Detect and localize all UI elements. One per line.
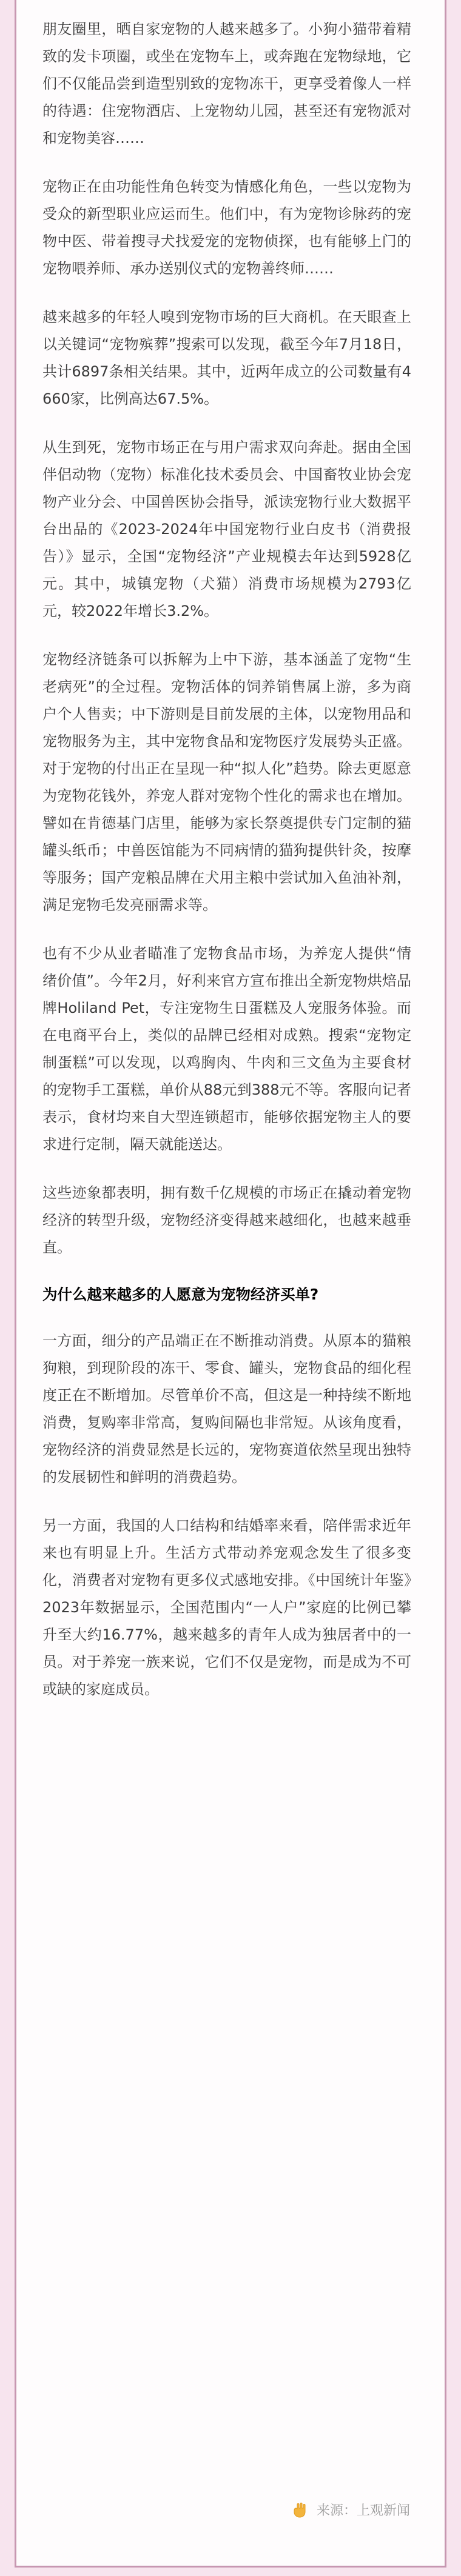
paragraph: 宠物经济链条可以拆解为上中下游，基本涵盖了宠物“生老病死”的全过程。宠物活体的饲养销售属上游，多为商户个人售卖；中下游则是目前发展的主体，以宠物用品和宠物服务为主，其中宠物食品和宠物医疗发展势头正盛。对于宠物的付出正在呈现一种“拟人化”趋势。除去更愿意为宠物花钱外，养宠人群对宠物个性化的需求也在增加。譬如在肯德基门店里，能够为家长祭奠提供专门定制的猫罐头纸币；中兽医馆能为不同病情的猫狗提供针灸，按摩等服务；国产宠粮品牌在犬用主粮中尝试加入鱼油补剂，满足宠物毛发亮丽需求等。 [42,651,411,913]
paragraph: 从生到死，宠物市场正在与用户需求双向奔赴。据由全国伴侣动物（宠物）标准化技术委员会、中国畜牧业协会宠物产业分会、中国兽医协会指导，派读宠物行业大数据平台出品的《2023-2024年中国宠物行业白皮书（消费报告）》显示，全国“宠物经济”产业规模去年达到5928亿元。其中，城镇宠物（犬猫）消费市场规模为2793亿元，较2022年增长3.2%。 [42,439,411,619]
paragraph: 朋友圈里，晒自家宠物的人越来越多了。小狗小猫带着精致的发卡项圈，或坐在宠物车上，或奔跑在宠物绿地，它们不仅能品尝到造型别致的宠物冻干，更享受着像人一样的待遇：住宠物酒店、上宠物幼儿园，甚至还有宠物派对和宠物美容…… [42,21,411,147]
paragraph: 这些迹象都表明，拥有数千亿规模的市场正在撬动着宠物经济的转型升级，宠物经济变得越来越细化，也越来越垂直。 [42,1184,411,1256]
source-text: 来源：上观新闻 [316,2503,410,2518]
hand-icon [291,2501,309,2519]
paragraph: 一方面，细分的产品端正在不断推动消费。从原本的猫粮狗粮，到现阶段的冻干、零食、罐头，宠物食品的细化程度正在不断增加。尽管单价不高，但这是一种持续不断地消费，复购率非常高，复购间隔也非常短。从该角度看，宠物经济的消费显然是长远的，宠物赛道依然呈现出独特的发展韧性和鲜明的消费趋势。 [42,1332,411,1486]
paragraph: 越来越多的年轻人嗅到宠物市场的巨大商机。在天眼查上以关键词“宠物殡葬”搜索可以发现，截至今年7月18日，共计6897条相关结果。其中，近两年成立的公司数量有4660家，比例高达67.5%。 [42,309,411,407]
paragraph: 也有不少从业者瞄准了宠物食品市场，为养宠人提供“情绪价值”。今年2月，好利来官方宣布推出全新宠物烘焙品牌Holiland Pet，专注宠物生日蛋糕及人宠服务体验。而在电商平台上，类似的品牌已经相对成熟。搜索“宠物定制蛋糕”可以发现，以鸡胸肉、牛肉和三文鱼为主要食材的宠物手工蛋糕，单价从88元到388元不等。客服向记者表示，食材均来自大型连锁超市，能够依据宠物主人的要求进行定制，隔天就能送达。 [42,945,411,1153]
article-body [42,16,411,1724]
paragraph: 宠物正在由功能性角色转变为情感化角色，一些以宠物为受众的新型职业应运而生。他们中，有为宠物诊脉药的宠物中医、带着搜寻犬找爱宠的宠物侦探，也有能够上门的宠物喂养师、承办送别仪式的宠物善终师…… [42,178,411,277]
source-credit [291,2500,410,2519]
section-heading: 为什么越来越多的人愿意为宠物经济买单? [42,1286,319,1303]
paragraph: 另一方面，我国的人口结构和结婚率来看，陪伴需求近年来也有明显上升。生活方式带动养宠观念发生了很多变化，消费者对宠物有更多仪式感地安排。《中国统计年鉴》2023年数据显示，全国范围内“一人户”家庭的比例已攀升至大约16.77%，越来越多的青年人成为独居者中的一员。对于养宠一族来说，它们不仅是宠物，而是成为不可或缺的家庭成员。 [42,1517,411,1698]
